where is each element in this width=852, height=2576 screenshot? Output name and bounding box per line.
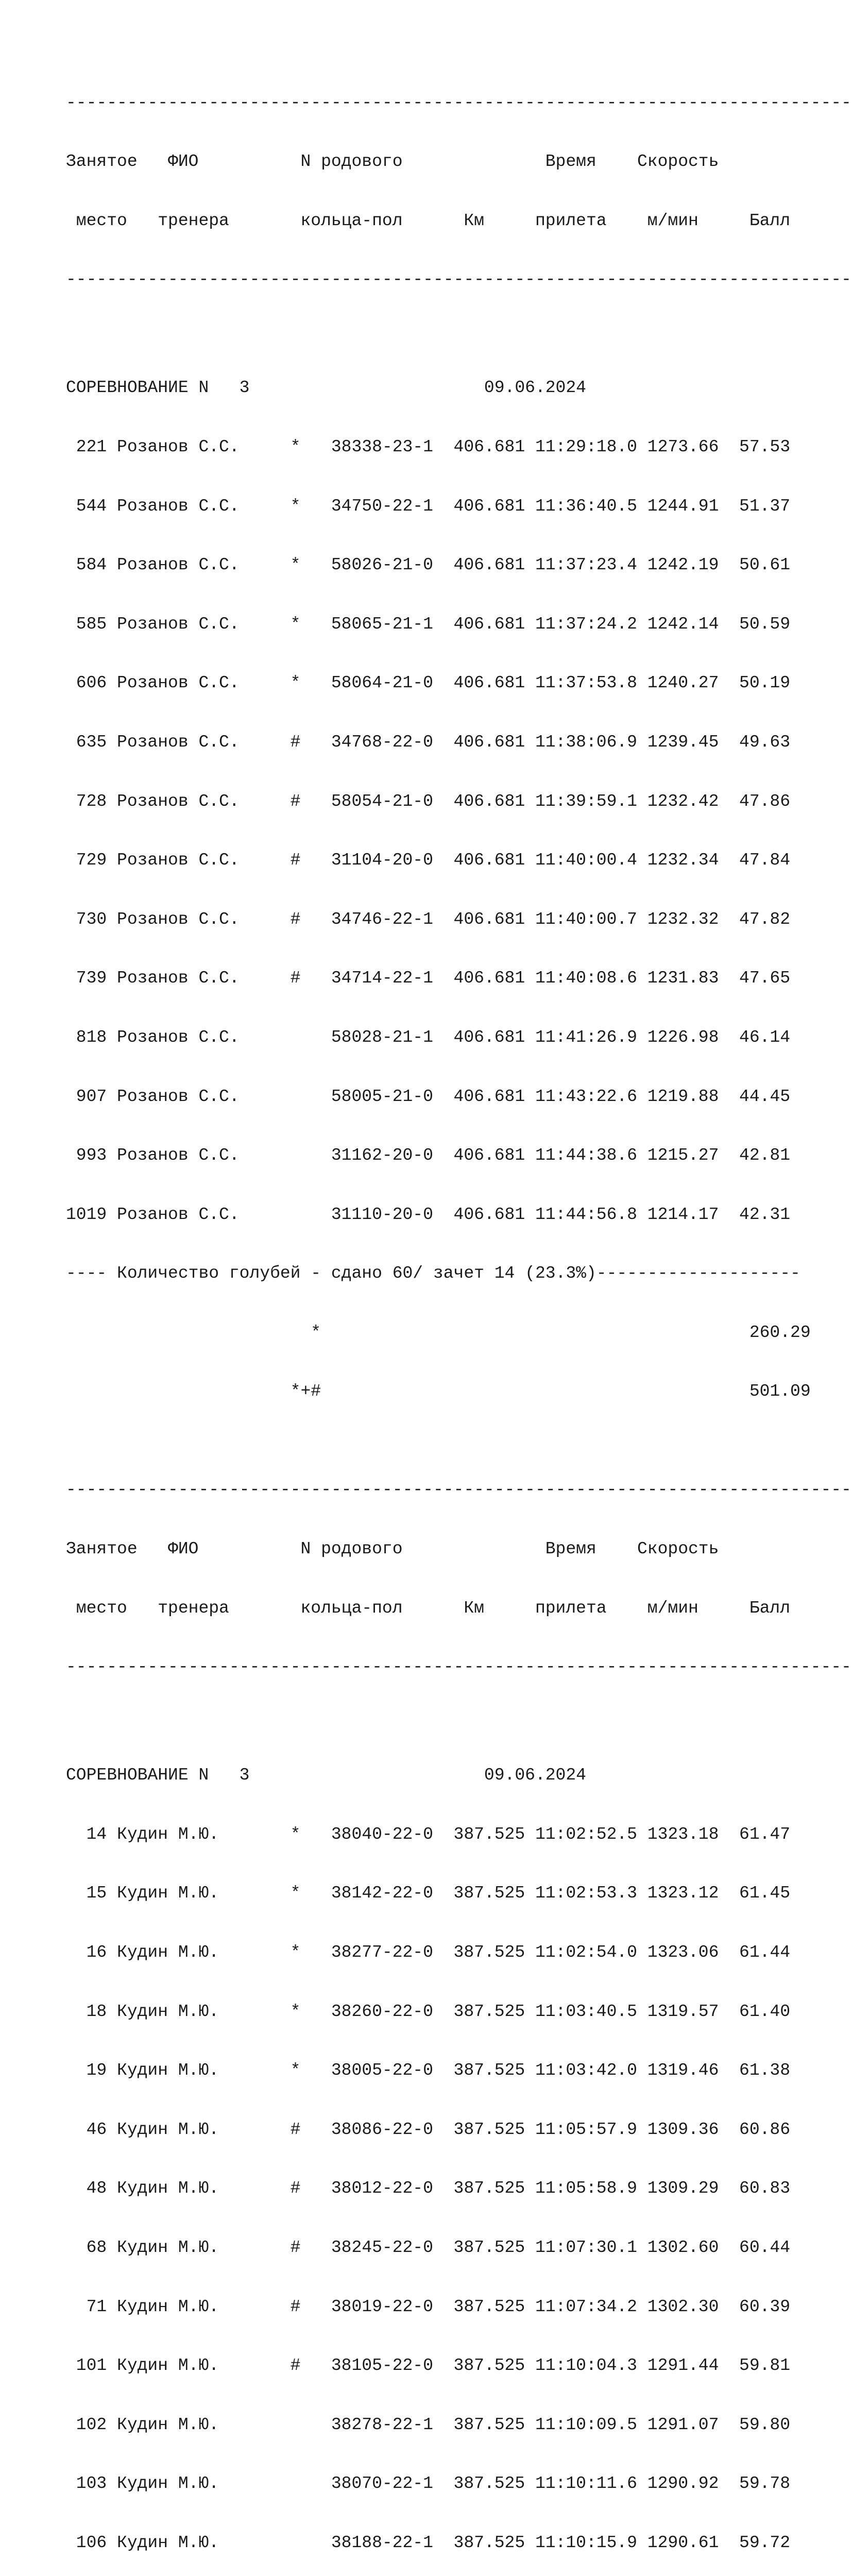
column-header-line-2: место тренера кольца-пол Км прилета м/мин Балл	[66, 1598, 791, 1618]
competition-line: СОРЕВНОВАНИЕ N 3 09.06.2024	[66, 378, 586, 398]
result-row: 544 Розанов С.С. * 34750-22-1 406.681 11:36:40.5 1244.91 51.37	[66, 496, 791, 516]
separator-line: -----------------------------------------------------------------------------	[66, 93, 851, 112]
column-header-line-1: Занятое ФИО N родового Время Скорость	[66, 152, 719, 172]
result-row: 103 Кудин М.Ю. 38070-22-1 387.525 11:10:11.6 1290.92 59.78	[66, 2474, 791, 2494]
result-row: 730 Розанов С.С. # 34746-22-1 406.681 11:40:00.7 1232.32 47.82	[66, 909, 791, 929]
result-row: 71 Кудин М.Ю. # 38019-22-0 387.525 11:07:34.2 1302.30 60.39	[66, 2297, 791, 2316]
result-row: 818 Розанов С.С. 58028-21-1 406.681 11:41:26.9 1226.98 46.14	[66, 1027, 791, 1047]
result-row: 1019 Розанов С.С. 31110-20-0 406.681 11:44:56.8 1214.17 42.31	[66, 1205, 791, 1224]
competition-line: СОРЕВНОВАНИЕ N 3 09.06.2024	[66, 1766, 586, 1785]
separator-line: -----------------------------------------------------------------------------	[66, 1657, 851, 1677]
result-row: 728 Розанов С.С. # 58054-21-0 406.681 11:39:59.1 1232.42 47.86	[66, 791, 791, 811]
result-row: 993 Розанов С.С. 31162-20-0 406.681 11:44:38.6 1215.27 42.81	[66, 1146, 791, 1165]
spacer	[66, 1717, 851, 1726]
total-line: * 260.29	[66, 1323, 811, 1342]
result-row: 221 Розанов С.С. * 38338-23-1 406.681 11:29:18.0 1273.66 57.53	[66, 437, 791, 456]
result-row: 18 Кудин М.Ю. * 38260-22-0 387.525 11:03:40.5 1319.57 61.40	[66, 2002, 791, 2021]
result-row: 907 Розанов С.С. 58005-21-0 406.681 11:43:22.6 1219.88 44.45	[66, 1087, 791, 1106]
result-row: 46 Кудин М.Ю. # 38086-22-0 387.525 11:05:57.9 1309.36 60.86	[66, 2120, 791, 2139]
results-report	[66, 34, 851, 2576]
result-row: 584 Розанов С.С. * 58026-21-0 406.681 11:37:23.4 1242.19 50.61	[66, 555, 791, 575]
result-row: 106 Кудин М.Ю. 38188-22-1 387.525 11:10:15.9 1290.61 59.72	[66, 2533, 791, 2552]
result-row: 101 Кудин М.Ю. # 38105-22-0 387.525 11:10:04.3 1291.44 59.81	[66, 2356, 791, 2376]
result-row: 19 Кудин М.Ю. * 38005-22-0 387.525 11:03:42.0 1319.46 61.38	[66, 2061, 791, 2080]
summary-line: ---- Количество голубей - сдано 60/ зачет 14 (23.3%)--------------------	[66, 1264, 800, 1283]
column-header-line-2: место тренера кольца-пол Км прилета м/мин Балл	[66, 211, 791, 230]
separator-line: -----------------------------------------------------------------------------	[66, 270, 851, 290]
column-header-line-1: Занятое ФИО N родового Время Скорость	[66, 1539, 719, 1559]
result-row: 635 Розанов С.С. # 34768-22-0 406.681 11:38:06.9 1239.45 49.63	[66, 732, 791, 752]
result-row: 48 Кудин М.Ю. # 38012-22-0 387.525 11:05:58.9 1309.29 60.83	[66, 2179, 791, 2198]
result-row: 68 Кудин М.Ю. # 38245-22-0 387.525 11:07:30.1 1302.60 60.44	[66, 2238, 791, 2258]
result-row: 585 Розанов С.С. * 58065-21-1 406.681 11:37:24.2 1242.14 50.59	[66, 614, 791, 634]
total-line: *+# 501.09	[66, 1382, 811, 1401]
result-row: 14 Кудин М.Ю. * 38040-22-0 387.525 11:02:52.5 1323.18 61.47	[66, 1824, 791, 1844]
result-row: 739 Розанов С.С. # 34714-22-1 406.681 11:40:08.6 1231.83 47.65	[66, 969, 791, 988]
separator-line: -----------------------------------------------------------------------------	[66, 1480, 851, 1500]
spacer	[66, 329, 851, 339]
result-row: 16 Кудин М.Ю. * 38277-22-0 387.525 11:02:54.0 1323.06 61.44	[66, 1943, 791, 1962]
result-row: 102 Кудин М.Ю. 38278-22-1 387.525 11:10:09.5 1291.07 59.80	[66, 2415, 791, 2434]
result-row: 729 Розанов С.С. # 31104-20-0 406.681 11:40:00.4 1232.34 47.84	[66, 851, 791, 870]
result-row: 606 Розанов С.С. * 58064-21-0 406.681 11:37:53.8 1240.27 50.19	[66, 673, 791, 693]
result-row: 15 Кудин М.Ю. * 38142-22-0 387.525 11:02:53.3 1323.12 61.45	[66, 1884, 791, 1903]
